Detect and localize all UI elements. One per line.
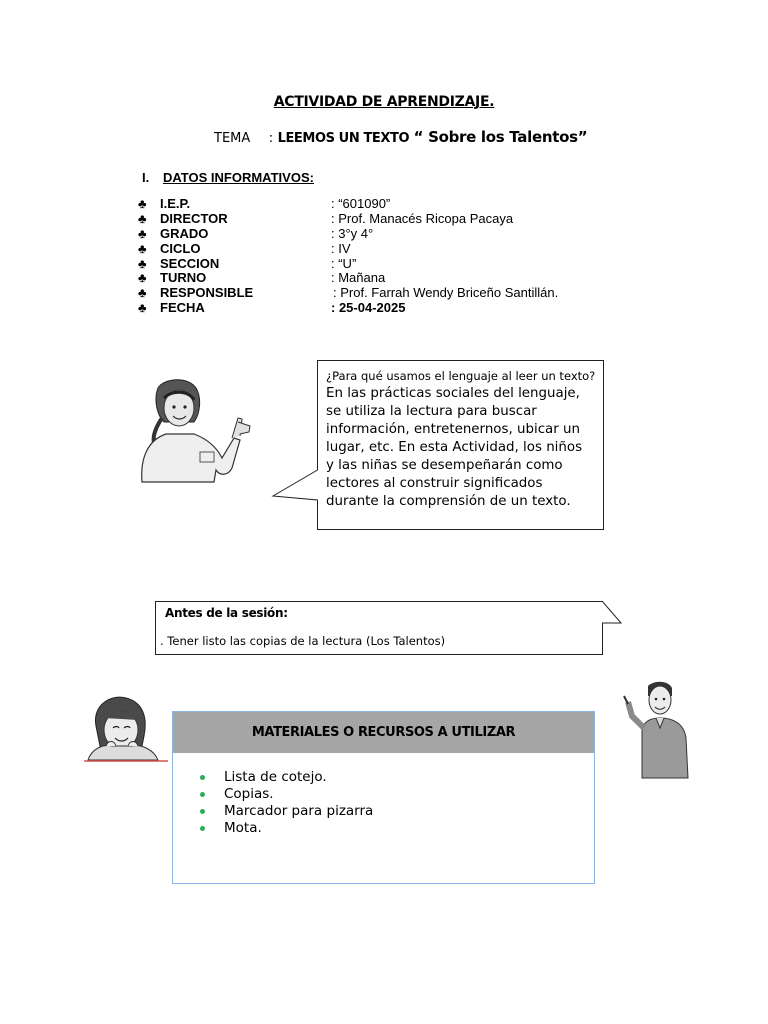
- materials-list: [200, 769, 373, 837]
- list-item: [200, 820, 373, 837]
- tema-label: TEMA: [214, 131, 251, 146]
- info-label: FECHA: [160, 300, 205, 315]
- info-label: TURNO: [160, 270, 207, 285]
- section-title: DATOS INFORMATIVOS:: [163, 170, 314, 185]
- club-bullet-icon: ♣: [138, 226, 147, 241]
- paragraph-line: se utiliza la lectura para buscar: [326, 404, 537, 419]
- info-label: SECCION: [160, 256, 220, 271]
- info-label: CICLO: [160, 241, 201, 256]
- info-label: DIRECTOR: [160, 211, 228, 226]
- info-value: : Prof. Manacés Ricopa Pacaya: [331, 211, 514, 226]
- paragraph-line: En las prácticas sociales del lenguaje,: [326, 386, 580, 401]
- paragraph-line: y las niñas se desempeñarán como: [326, 458, 563, 473]
- list-item-label: Copias.: [224, 786, 274, 802]
- smiling-girl-illustration: [82, 696, 170, 764]
- paragraph-line: lugar, etc. En esta Actividad, los niños: [326, 440, 583, 455]
- info-label: I.E.P.: [160, 196, 191, 211]
- document-title: ACTIVIDAD DE APRENDIZAJE.: [273, 94, 495, 110]
- speech-bubble-text: [326, 369, 598, 511]
- info-value: : 25-04-2025: [331, 300, 406, 315]
- list-item: [200, 769, 373, 786]
- info-label: RESPONSIBLE: [160, 285, 254, 300]
- tema-quoted-title: “ Sobre los Talentos”: [413, 128, 588, 146]
- man-pointing-illustration: [620, 680, 692, 780]
- club-bullet-icon: ♣: [138, 211, 147, 226]
- section-number: I.: [142, 170, 150, 185]
- info-value: : IV: [331, 241, 351, 256]
- info-value: : Mañana: [331, 270, 386, 285]
- materials-header: MATERIALES O RECURSOS A UTILIZAR: [173, 712, 594, 753]
- before-session-title: Antes de la sesión:: [165, 606, 288, 620]
- info-value: : “U”: [331, 256, 357, 271]
- list-item-label: Marcador para pizarra: [224, 803, 374, 819]
- bullet-dot-icon: [200, 809, 205, 814]
- club-bullet-icon: ♣: [138, 300, 147, 315]
- girl-pointing-illustration: [128, 378, 260, 484]
- paragraph-line: información, entretenernos, ubicar un: [326, 422, 580, 437]
- list-item-label: Mota.: [224, 820, 262, 836]
- bullet-dot-icon: [200, 775, 205, 780]
- tema-value: LEEMOS UN TEXTO: [277, 131, 410, 146]
- club-bullet-icon: ♣: [138, 256, 147, 271]
- club-bullet-icon: ♣: [138, 270, 147, 285]
- club-bullet-icon: ♣: [138, 285, 147, 300]
- tema-line: [214, 128, 587, 147]
- info-value: : “601090”: [331, 196, 391, 211]
- club-bullet-icon: ♣: [138, 196, 147, 211]
- speech-bubble-question: ¿Para qué usamos el lenguaje al leer un texto?: [326, 369, 596, 383]
- bullet-dot-icon: [200, 826, 205, 831]
- info-label: GRADO: [160, 226, 209, 241]
- info-value: : Prof. Farrah Wendy Briceño Santillán.: [333, 285, 559, 300]
- list-item-label: Lista de cotejo.: [224, 769, 327, 785]
- paragraph-line: lectores al construir significados: [326, 476, 543, 491]
- speech-bubble-paragraph: [326, 385, 598, 511]
- before-session-text: . Tener listo las copias de la lectura (Los Talentos): [160, 634, 446, 648]
- bullet-dot-icon: [200, 792, 205, 797]
- info-value: : 3°y 4°: [331, 226, 374, 241]
- list-item: [200, 803, 373, 820]
- tema-separator: :: [268, 131, 274, 146]
- club-bullet-icon: ♣: [138, 241, 147, 256]
- paragraph-line: durante la comprensión de un texto.: [326, 494, 571, 509]
- list-item: [200, 786, 373, 803]
